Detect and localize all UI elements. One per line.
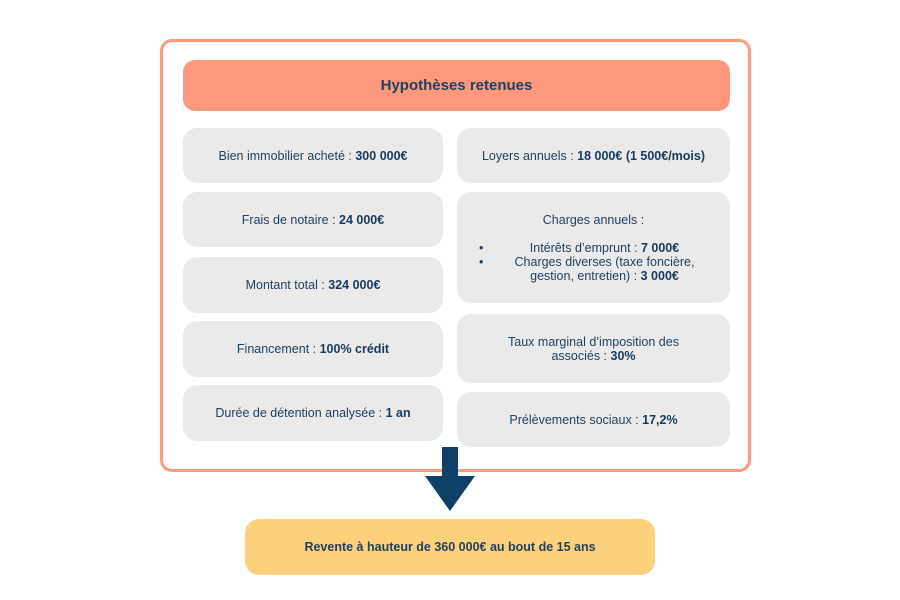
card-value: 17,2% [642,412,678,427]
charges-item-interest [457,241,730,255]
assumptions-header [183,60,730,111]
card-notary-fees [183,192,443,247]
card-financing [183,321,443,377]
card-marginal-tax-rate [457,314,730,383]
card-annual-charges [457,192,730,303]
card-label: Charges diverses (taxe foncière, gestion, entretien) : [514,254,695,283]
card-value: 30% [610,348,636,363]
bullet-icon: • [479,240,484,255]
card-holding-period [183,385,443,441]
card-label: Frais de notaire : [241,212,340,227]
card-value: 300 000€ [355,148,408,163]
card-total-amount [183,257,443,313]
card-label: Durée de détention analysée : [215,406,386,420]
resale-result-text: Revente à hauteur de 360 000€ au bout de 15 ans [304,540,596,554]
charges-title: Charges annuels : [542,212,645,227]
charges-item-misc [457,255,730,283]
card-label: Loyers annuels : [481,148,578,163]
card-label: Prélèvements sociaux : [509,412,643,427]
charges-list [457,241,730,283]
card-label: Intérêts d’emprunt : [529,240,641,255]
card-property-price [183,128,443,183]
card-label: Financement : [236,342,320,356]
card-value: 24 000€ [339,212,385,227]
card-label: Bien immobilier acheté : [218,148,356,163]
card-annual-rents [457,128,730,183]
card-label: Montant total : [245,278,329,292]
arrow-down-icon [442,447,458,478]
assumptions-title: Hypothèses retenues [380,77,533,94]
card-social-levies [457,392,730,447]
card-value: 324 000€ [328,278,381,292]
resale-result-box [245,519,655,575]
card-label: Taux marginal d’imposition des associés : [508,334,679,363]
card-value: 7 000€ [640,240,680,255]
card-value: 100% crédit [319,342,390,356]
card-value: 3 000€ [640,268,679,283]
arrow-head-icon [425,476,475,511]
card-value: 1 an [385,406,411,420]
card-value: 18 000€ (1 500€/mois) [577,148,706,163]
bullet-icon: • [479,254,484,269]
